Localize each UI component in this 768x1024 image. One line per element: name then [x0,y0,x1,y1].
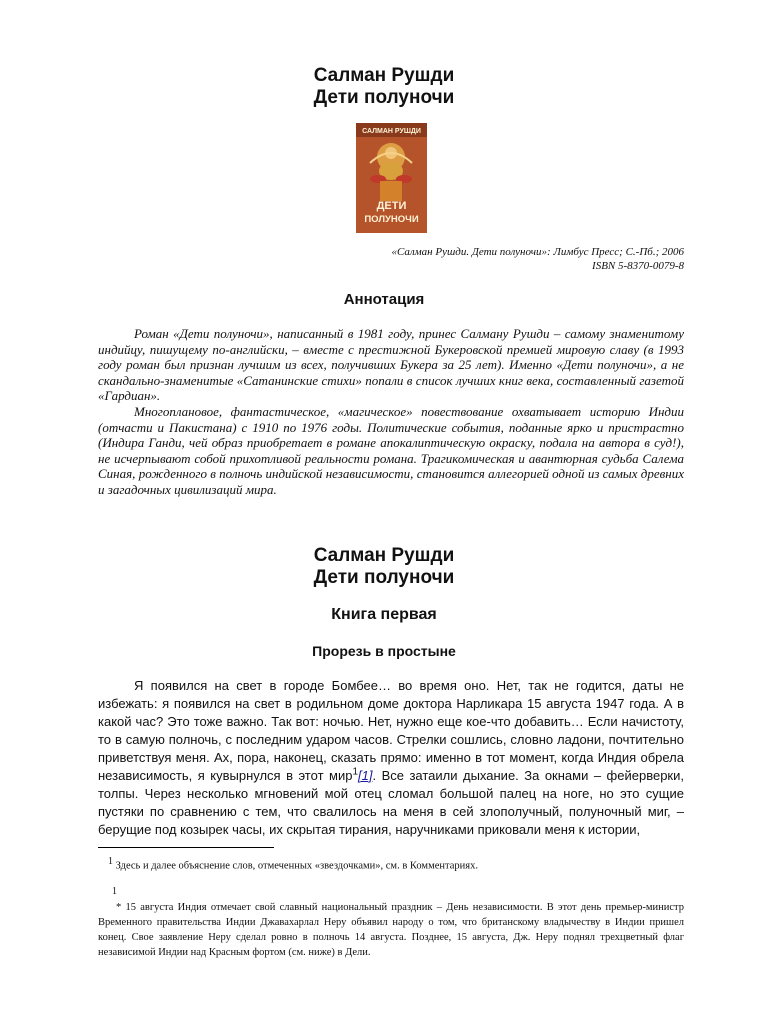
annotation-heading: Аннотация [343,291,425,308]
footnote-second-text: * 15 августа Индия отмечает свой славный национальный праздник – День независимости. В этот день премьер-министр Временного правительства Индии Джавахарлал Неру объявил народу о том, что британскому владычеству в Индии пришел конец. Свое заявление Неру сделал ровно в полночь 14 августа. Позднее, 15 августа, Дж. Неру поднял трехцветный флаг независимой Индии над Красным фортом (см. ниже) в Дели. [98,902,684,958]
book-cover-image [356,123,427,233]
publication-info [264,245,684,273]
footnote-link[interactable]: [1] [358,768,373,783]
chapter-heading: Прорезь в простыне [312,643,456,659]
annotation-paragraph: Многоплановое, фантастическое, «магическое» повествование охватывает историю Индии (отчасти и Пакистана) с 1910 по 1976 годы. Политические события, поданные ярко и пристрастно (Индира Ганди, чей образ приобретает в романе апокалиптическую окраску, подала на автора в суд!), не исчерпывают собой прихотливой реальности романа. Трагикомическая и авантюрная судьба Салема Синая, рожденного в полночь индийской независимости, становится аллегорией одной из самых древних и загадочных цивилизаций мира. [98,403,684,497]
paragraph-text-start: Я появился на свет в городе Бомбее… во время оно. Нет, так не годится, даты не избежать: я появился на свет в родильном доме доктора Нарликара 15 августа 1947 года. А в какой час? Это тоже важно. Так вот: ночью. Нет, нужно еще кое-что добавить… Если начистоту, то в самую полночь, с последним ударом часов. Стрелки сошлись, словно ладони, почтительно приветствуя меня. Ах, пора, наконец, сказать прямо: именно в тот момент, когда Индия обрела независимость, я кувырнулся в этот мир [98,678,684,783]
chapter-paragraph [98,677,684,839]
footnote-first-text: Здесь и далее объяснение слов, отмеченных «звездочками», см. в Комментариях. [113,860,478,872]
chapter-text [98,677,684,839]
header-title: Дети полуночи [313,87,455,108]
footnote-second-number: 1 [112,886,117,897]
annotation-paragraph: Роман «Дети полуночи», написанный в 1981 году, принес Салману Рушди – самому знаменитому индийцу, пишущему по-английски, – вместе с престижной Букеровской премией мировую славу (в 1993 году роман был признан лучшим из всех, получивших Букера за 25 лет). Именно «Дети полуночи», а не скандально-знаменитые «Сатанинские стихи» попали в список лучших книг века, составленный газетой «Гардиан». [98,326,684,404]
main-title: Дети полуночи [313,567,455,588]
isbn-line: ISBN 5-8370-0079-8 [592,260,684,272]
cover-title-line2: ПОЛУНОЧИ [364,214,419,225]
annotation-text [98,326,684,498]
footnote-first [108,855,688,874]
footnote-first-marker: 1 [108,856,113,867]
footnote-second [98,900,684,960]
header-author: Салман Рушди [313,65,455,86]
cover-title-line1: ДЕТИ [376,200,407,212]
main-author: Салман Рушди [313,545,455,566]
book-heading: Книга первая [331,606,437,623]
paragraph-text-end: . Все затаили дыхание. За окнами – фейерверки, толпы. Через несколько мгновений мой отец сломал большой палец на ноге, но это сущие пустяки по сравнению с тем, что свалилось на меня в сей злополучный, полуночный миг, – берущие под козырек часы, их скрытая тирания, наручниками приковали меня к истории, [98,768,684,837]
footnote-reference: 1 [352,766,358,778]
publication-line: «Салман Рушди. Дети полуночи»: Лимбус Пресс; С.-Пб.; 2006 [391,246,684,258]
cover-author-text: САЛМАН РУШДИ [362,128,421,135]
footnote-divider [98,847,274,848]
